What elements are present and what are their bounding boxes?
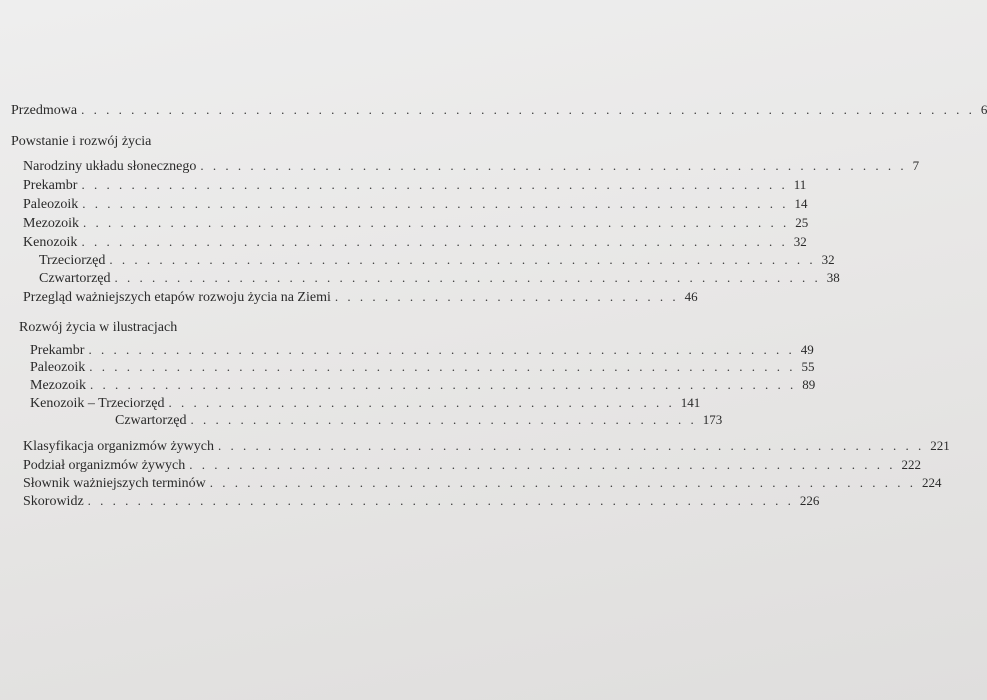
leader-dots: . . . . . . . . . . . . . . . . . . . . . . . . . . . . . . . . . . . . . . . . . . . . . . . . . . . . . . . . . bbox=[81, 177, 788, 192]
toc-entry-label: Czwartorzęd bbox=[115, 413, 187, 428]
toc-entry-label: Kenozoik bbox=[23, 235, 78, 250]
toc-entry-label: Kenozoik – Trzeciorzęd bbox=[30, 396, 165, 411]
toc-entry-klasyfikacja[interactable] bbox=[23, 437, 950, 456]
toc-entry-label: Narodziny układu słonecznego bbox=[23, 159, 197, 174]
toc-entry-page: 221 bbox=[930, 438, 950, 453]
section-heading-powstanie: Powstanie i rozwój życia bbox=[11, 134, 152, 149]
leader-dots: . . . . . . . . . . . . . . . . . . . . . . . . . . . . . . . . . . . . . . . . . . . . . . . . . . . . . . . . . bbox=[82, 215, 790, 230]
toc-entry-label: Czwartorzęd bbox=[39, 271, 111, 286]
toc-entry-label: Paleozoik bbox=[30, 360, 86, 375]
toc-entry-label: Prekambr bbox=[23, 178, 78, 193]
toc-entry-page: 38 bbox=[826, 270, 840, 285]
toc-entry-mezozoik[interactable] bbox=[23, 214, 809, 233]
toc-entry-page: 89 bbox=[802, 377, 816, 392]
toc-entry-label: Trzeciorzęd bbox=[39, 253, 106, 268]
toc-entry-page: 6 bbox=[980, 102, 987, 117]
toc-entry-ilu-mezozoik[interactable] bbox=[30, 376, 816, 395]
toc-entry-page: 14 bbox=[794, 196, 808, 211]
toc-entry-label: Paleozoik bbox=[23, 197, 79, 212]
leader-dots: . . . . . . . . . . . . . . . . . . . . . . . . . . . . . . . . . . . . . . . . . . . . . . . . . . . . . . . . . bbox=[200, 158, 907, 173]
toc-entry-label: Przegląd ważniejszych etapów rozwoju życia na Ziemi bbox=[23, 290, 331, 305]
leader-dots: . . . . . . . . . . . . . . . . . . . . . . . . . . . . bbox=[334, 289, 679, 304]
leader-dots: . . . . . . . . . . . . . . . . . . . . . . . . . . . . . . . . . . . . . . . . . bbox=[168, 395, 675, 410]
toc-entry-podzial[interactable] bbox=[23, 456, 922, 475]
leader-dots: . . . . . . . . . . . . . . . . . . . . . . . . . . . . . . . . . . . . . . . . . . . . . . . . . . . . . . . . . bbox=[114, 270, 821, 285]
toc-entry-page: 224 bbox=[922, 475, 942, 490]
toc-entry-label: Klasyfikacja organizmów żywych bbox=[23, 439, 215, 454]
leader-dots: . . . . . . . . . . . . . . . . . . . . . . . . . . . . . . . . . . . . . . . . . . . . . . . . . . . . . . . . . bbox=[218, 438, 925, 453]
toc-entry-page: 222 bbox=[901, 457, 922, 472]
toc-entry-label: Mezozoik bbox=[30, 378, 86, 393]
leader-dots: . . . . . . . . . . . . . . . . . . . . . . . . . . . . . . . . . . . . . . . . . . . . . . . . . . . . . . . . . bbox=[209, 475, 916, 490]
leader-dots: . . . . . . . . . . . . . . . . . . . . . . . . . . . . . . . . . . . . . . . . . . . . . . . . . . . . . . . . . bbox=[81, 234, 788, 249]
leader-dots: . . . . . . . . . . . . . . . . . . . . . . . . . . . . . . . . . . . . . . . . . . . . . . . . . . . . . . . . . bbox=[189, 457, 896, 472]
toc-entry-page: 141 bbox=[680, 395, 701, 410]
toc-entry-page: 32 bbox=[793, 234, 807, 249]
toc-entry-skorowidz[interactable] bbox=[23, 492, 820, 511]
toc-entry-page: 11 bbox=[793, 177, 807, 192]
section-heading-ilustracje: Rozwój życia w ilustracjach bbox=[19, 320, 178, 335]
toc-entry-label: Skorowidz bbox=[23, 494, 84, 509]
toc-entry-page: 25 bbox=[795, 215, 809, 230]
toc-entry-label: Mezozoik bbox=[23, 216, 79, 231]
toc-entry-label: Przedmowa bbox=[11, 103, 78, 118]
toc-entry-narodziny[interactable] bbox=[23, 157, 920, 176]
toc-entry-slownik[interactable] bbox=[23, 474, 942, 493]
leader-dots: . . . . . . . . . . . . . . . . . . . . . . . . . . . . . . . . . . . . . . . . . . . . . . . . . . . . . . . . . bbox=[89, 377, 797, 392]
leader-dots: . . . . . . . . . . . . . . . . . . . . . . . . . . . . . . . . . . . . . . . . . . . . . . . . . . . . . . . . . bbox=[109, 252, 816, 267]
toc-entry-paleozoik[interactable] bbox=[23, 195, 808, 214]
toc-entry-label: Podział organizmów żywych bbox=[23, 458, 186, 473]
leader-dots: . . . . . . . . . . . . . . . . . . . . . . . . . . . . . . . . . . . . . . . . . . . . . . . . . . . . . . . . . bbox=[89, 359, 796, 374]
toc-entry-page: 32 bbox=[821, 252, 835, 267]
toc-entry-page: 55 bbox=[801, 359, 815, 374]
toc-entry-page: 46 bbox=[684, 289, 698, 304]
toc-entry-prekambr[interactable] bbox=[23, 176, 807, 195]
toc-entry-trzeciorzed[interactable] bbox=[39, 251, 835, 270]
leader-dots: . . . . . . . . . . . . . . . . . . . . . . . . . . . . . . . . . . . . . . . . . . . . . . . . . . . . . . . . . . . . . . . . . . . . . . . . bbox=[81, 102, 975, 117]
toc-entry-page: 7 bbox=[912, 158, 920, 173]
toc-entry-przedmowa[interactable] bbox=[11, 101, 987, 120]
toc-entry-ilu-czwartorzed[interactable] bbox=[115, 411, 723, 430]
toc-entry-label: Prekambr bbox=[30, 343, 85, 358]
toc-entry-page: 173 bbox=[702, 412, 723, 427]
toc-entry-ilu-paleozoik[interactable] bbox=[30, 358, 815, 377]
leader-dots: . . . . . . . . . . . . . . . . . . . . . . . . . . . . . . . . . . . . . . . . . . . . . . . . . . . . . . . . . bbox=[87, 493, 794, 508]
toc-entry-kenozoik[interactable] bbox=[23, 233, 807, 252]
leader-dots: . . . . . . . . . . . . . . . . . . . . . . . . . . . . . . . . . . . . . . . . . bbox=[190, 412, 697, 427]
leader-dots: . . . . . . . . . . . . . . . . . . . . . . . . . . . . . . . . . . . . . . . . . . . . . . . . . . . . . . . . . bbox=[82, 196, 789, 211]
leader-dots: . . . . . . . . . . . . . . . . . . . . . . . . . . . . . . . . . . . . . . . . . . . . . . . . . . . . . . . . . bbox=[88, 342, 795, 357]
toc-entry-czwartorzed[interactable] bbox=[39, 269, 840, 288]
toc-entry-przeglad[interactable] bbox=[23, 288, 698, 307]
toc-entry-label: Słownik ważniejszych terminów bbox=[23, 476, 206, 491]
toc-entry-page: 226 bbox=[799, 493, 820, 508]
toc-entry-page: 49 bbox=[800, 342, 814, 357]
